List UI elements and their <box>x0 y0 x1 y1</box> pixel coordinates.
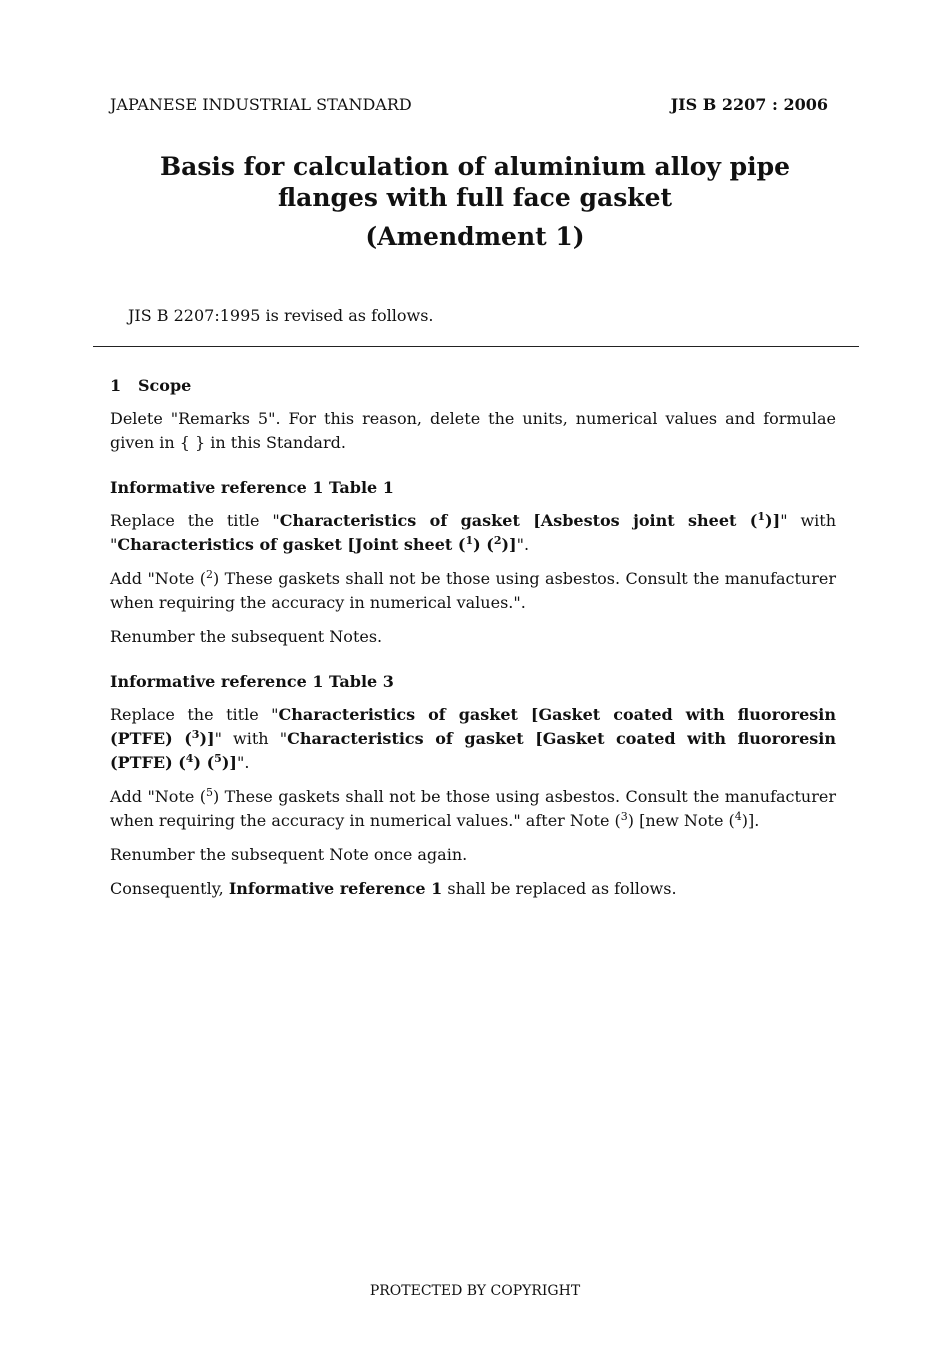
table1-paragraph-1: Replace the title "Characteristics of gasket [Asbestos joint sheet ($^1$)]" with "Characteristics of gasket [Joint sheet ($^1$) ($^2$)]". <box>110 510 837 554</box>
amendment-label: (Amendment 1) <box>365 222 585 251</box>
standard-number: JIS B 2207 : 2006 <box>670 95 828 114</box>
standard-type-label: JAPANESE INDUSTRIAL STANDARD <box>110 95 412 114</box>
table3-paragraph-2: Add "Note ($^5$) These gaskets shall not be those using asbestos. Consult the manufacturer when requiring the accuracy in numerical values." after Note ($^3$) [new Note ($^4$)]. <box>110 786 837 830</box>
scope-paragraph: Delete "Remarks 5". For this reason, delete the units, numerical values and formulae given in { } in this Standard. <box>110 409 836 452</box>
divider <box>93 346 859 347</box>
document-title-line-2: flanges with full face gasket <box>277 183 673 212</box>
table3-paragraph-4: Consequently, Informative reference 1 shall be replaced as follows. <box>110 879 677 898</box>
scope-heading <box>110 374 836 398</box>
table3-heading: Informative reference 1 Table 3 <box>110 672 394 691</box>
table3-paragraph-1: Replace the title "Characteristics of gasket [Gasket coated with fluororesin (PTFE) ($^3$)]" with "Characteristics of gasket [Gasket coated with fluororesin (PTFE) ($^4$) ($^5$)]". <box>110 705 837 772</box>
table1-paragraph-2: Add "Note ($^2$) These gaskets shall not be those using asbestos. Consult the manufacturer when requiring the accuracy in numerical values.". <box>110 568 837 612</box>
document-title-line-1: Basis for calculation of aluminium alloy pipe <box>159 152 791 181</box>
table1-paragraph-3: Renumber the subsequent Notes. <box>110 627 383 646</box>
table3-paragraph-3: Renumber the subsequent Note once again. <box>110 845 468 864</box>
table1-heading: Informative reference 1 Table 1 <box>110 478 394 497</box>
scope-heading-text: Scope <box>138 376 192 395</box>
copyright-footer: PROTECTED BY COPYRIGHT <box>369 1283 581 1299</box>
revision-statement: JIS B 2207:1995 is revised as follows. <box>128 306 434 325</box>
document-body <box>110 374 836 911</box>
scope-number: 1 <box>110 376 122 395</box>
